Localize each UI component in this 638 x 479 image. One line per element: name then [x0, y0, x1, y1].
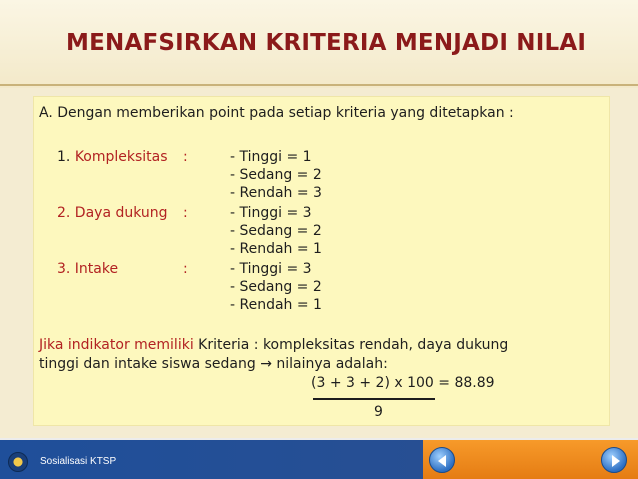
- arrow-left-icon: [435, 453, 451, 469]
- criterion-3-level-high: - Tinggi = 3: [230, 261, 312, 277]
- title-divider: [0, 84, 638, 86]
- formula-denominator: 9: [374, 404, 383, 420]
- conclusion-keyword: Kriteria: [198, 337, 250, 353]
- fraction-bar: [313, 398, 435, 400]
- conclusion-line-2-end: nilainya adalah:: [276, 356, 388, 372]
- criterion-2-level-high: - Tinggi = 3: [230, 205, 312, 221]
- conclusion-prefix: Jika indikator memiliki: [39, 337, 194, 353]
- arrow-right-icon: [607, 453, 623, 469]
- criterion-2-level-medium: - Sedang = 2: [230, 223, 322, 239]
- criterion-2-level-low: - Rendah = 1: [230, 241, 322, 257]
- arrow-right-glyph: →: [260, 356, 272, 372]
- next-slide-button[interactable]: [601, 447, 627, 473]
- criterion-1-colon: :: [183, 149, 188, 165]
- criterion-2-colon: :: [183, 205, 188, 221]
- prev-slide-button[interactable]: [429, 447, 455, 473]
- criterion-2-name: 2. Daya dukung: [57, 205, 168, 221]
- slide-title: MENAFSIRKAN KRITERIA MENJADI NILAI: [66, 30, 587, 56]
- criterion-3-colon: :: [183, 261, 188, 277]
- criterion-1-name: Kompleksitas: [74, 149, 168, 165]
- criterion-1-number: 1.: [57, 149, 71, 165]
- criterion-3-level-low: - Rendah = 1: [230, 297, 322, 313]
- criterion-1-level-high: - Tinggi = 1: [230, 149, 312, 165]
- conclusion-line-2-text: tinggi dan intake siswa sedang: [39, 356, 256, 372]
- formula-numerator: (3 + 3 + 2) x 100 = 88.89: [311, 375, 495, 391]
- criterion-1-level-medium: - Sedang = 2: [230, 167, 322, 183]
- conclusion-line-2: [39, 355, 388, 373]
- conclusion-rest: : kompleksitas rendah, daya dukung: [253, 337, 509, 353]
- intro-text: A. Dengan memberikan point pada setiap kriteria yang ditetapkan :: [39, 105, 514, 121]
- criterion-1-level-low: - Rendah = 3: [230, 185, 322, 201]
- criterion-3-name: 3. Intake: [57, 261, 119, 277]
- criterion-1-label: [57, 148, 168, 166]
- conclusion-line-1: [39, 336, 508, 354]
- ministry-logo-icon: [8, 452, 28, 472]
- footer-label: Sosialisasi KTSP: [40, 456, 117, 467]
- criterion-3-level-medium: - Sedang = 2: [230, 279, 322, 295]
